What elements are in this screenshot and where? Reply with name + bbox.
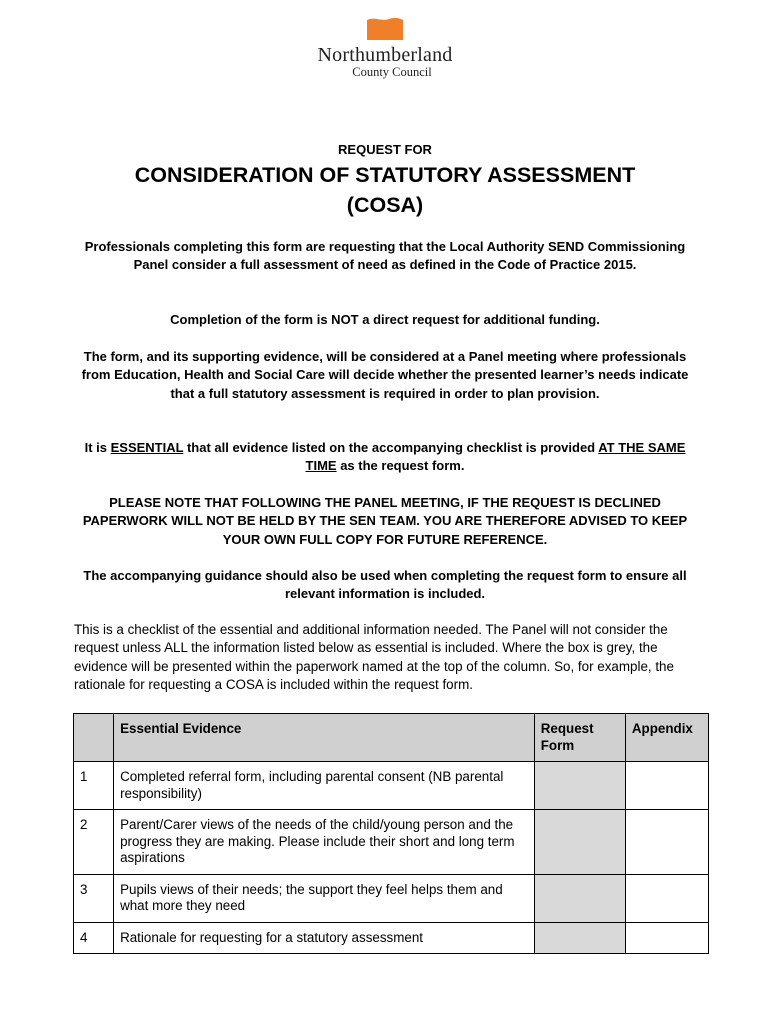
same-time-emphasis: AT THE SAME TIME xyxy=(305,440,686,474)
header-evidence: Essential Evidence xyxy=(114,714,535,762)
paragraph-funding: Completion of the form is NOT a direct request for additional funding. xyxy=(170,312,600,327)
paragraph-panel: The form, and its supporting evidence, will be considered at a Panel meeting where professionals from Education, Health and Social Care will decide whether the presented learner’s needs indicate that a full statutory assessment is required in order to plan provision. xyxy=(81,349,689,401)
row-number: 2 xyxy=(74,810,114,875)
checklist-intro: This is a checklist of the essential and additional information needed. The Panel will not consider the request unless ALL the information listed below as essential is included. Where the box is grey, the evidence will be presented within the paperwork named at the top of the column. So, for example, the rationale for requesting a COSA is included within the request form. xyxy=(74,622,674,693)
council-logo xyxy=(0,16,770,79)
title-line-1: CONSIDERATION OF STATUTORY ASSESSMENT xyxy=(134,163,636,187)
row-evidence: Completed referral form, including parental consent (NB parental responsibility) xyxy=(114,762,535,810)
title-line-2: (COSA) xyxy=(346,193,424,217)
appendix-cell[interactable] xyxy=(625,874,708,922)
row-number: 4 xyxy=(74,922,114,954)
row-evidence: Parent/Carer views of the needs of the child/young person and the progress they are making. Please include their short and long term aspirations xyxy=(114,810,535,875)
header-number xyxy=(74,714,114,762)
row-evidence: Rationale for requesting for a statutory assessment xyxy=(114,922,535,954)
appendix-cell[interactable] xyxy=(625,922,708,954)
essential-text-c: that all evidence listed on the accompanying checklist is provided xyxy=(183,440,599,455)
paragraph-please-note: PLEASE NOTE THAT FOLLOWING THE PANEL MEETING, IF THE REQUEST IS DECLINED PAPERWORK WILL NOT BE HELD BY THE SEN TEAM. YOU ARE THEREFORE ADVISED TO KEEP YOUR OWN FULL COPY FOR FUTURE REFERENCE. xyxy=(82,495,688,547)
page-title xyxy=(60,160,710,220)
row-number: 3 xyxy=(74,874,114,922)
request-form-cell xyxy=(534,810,625,875)
row-number: 1 xyxy=(74,762,114,810)
table-row xyxy=(74,922,709,954)
header-appendix: Appendix xyxy=(625,714,708,762)
request-form-cell xyxy=(534,762,625,810)
header-request-form: Request Form xyxy=(534,714,625,762)
table-row xyxy=(74,874,709,922)
paragraph-guidance: The accompanying guidance should also be used when completing the request form to ensure all relevant information is included. xyxy=(83,568,687,602)
appendix-cell[interactable] xyxy=(625,762,708,810)
table-header-row xyxy=(74,714,709,762)
table-row xyxy=(74,810,709,875)
essential-text-e: as the request form. xyxy=(336,458,465,474)
flag-icon xyxy=(365,16,405,42)
appendix-cell[interactable] xyxy=(625,810,708,875)
pre-title: REQUEST FOR xyxy=(338,142,432,157)
logo-subtitle: County Council xyxy=(352,65,432,79)
essential-emphasis: ESSENTIAL xyxy=(110,440,184,455)
paragraph-essential xyxy=(72,439,698,476)
paragraph-professionals: Professionals completing this form are requesting that the Local Authority SEND Commissioning Panel consider a full assessment of need as defined in the Code of Practice 2015. xyxy=(84,239,686,273)
request-form-cell xyxy=(534,874,625,922)
row-evidence: Pupils views of their needs; the support they feel helps them and what more they need xyxy=(114,874,535,922)
logo-name: Northumberland xyxy=(317,44,453,66)
evidence-checklist-table xyxy=(73,713,709,954)
table-row xyxy=(74,762,709,810)
essential-text-a: It is xyxy=(84,440,111,455)
request-form-cell xyxy=(534,922,625,954)
